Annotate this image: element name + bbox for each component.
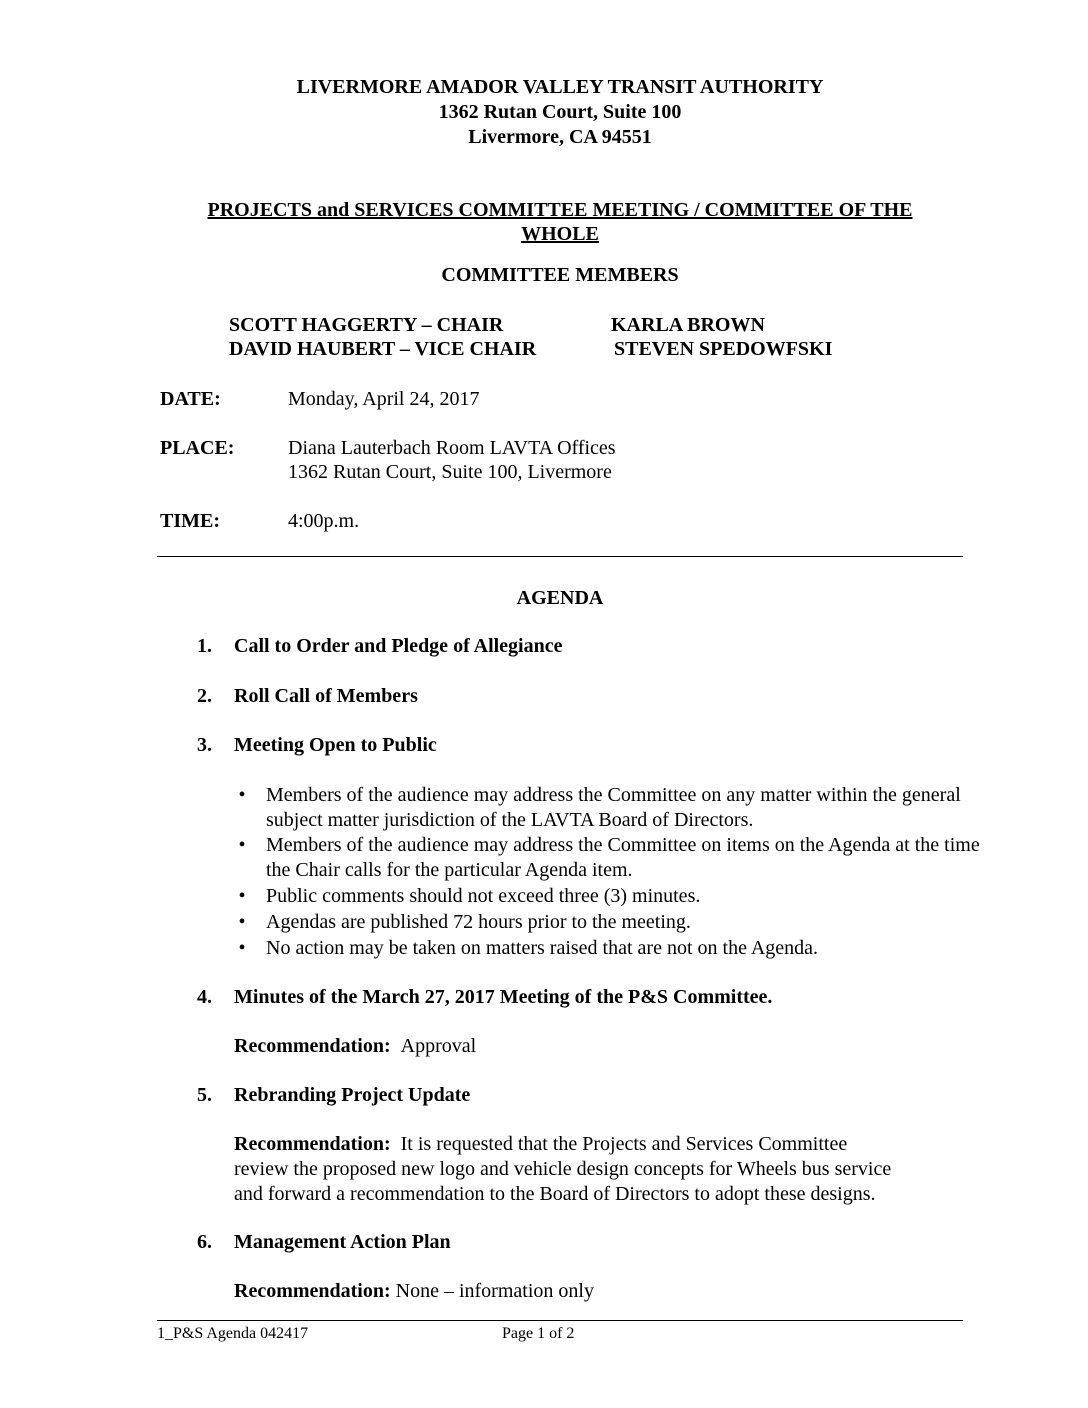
agenda-item-number: 3. [197,734,212,756]
date-label: DATE: [160,388,221,410]
org-address-line1: 1362 Rutan Court, Suite 100 [438,101,682,123]
recommendation-text-line3: and forward a recommendation to the Board of Directors to adopt these designs. [234,1183,876,1205]
section-divider [157,556,963,557]
recommendation-rebranding [234,1132,847,1157]
time-label: TIME: [160,510,220,532]
agenda-item-number: 2. [197,685,212,707]
committee-heading: COMMITTEE MEMBERS [441,264,679,286]
recommendation-text: Approval [400,1035,477,1057]
meeting-title-line1: PROJECTS and SERVICES COMMITTEE MEETING / COMMITTEE OF THE [207,199,913,221]
member-vice-chair: DAVID HAUBERT – VICE CHAIR [229,338,537,360]
agenda-item-number: 5. [197,1084,212,1106]
agenda-item-title: Call to Order and Pledge of Allegiance [234,635,563,657]
footer-doc-id: 1_P&S Agenda 042417 [157,1325,309,1342]
bullet-icon: • [238,885,246,907]
agenda-item-number: 6. [197,1231,212,1253]
agenda-item-title: Roll Call of Members [234,685,418,707]
recommendation-label: Recommendation: [234,1280,391,1302]
bullet-icon: • [238,911,246,933]
date-value: Monday, April 24, 2017 [288,388,480,410]
member-chair: SCOTT HAGGERTY – CHAIR [229,314,504,336]
agenda-item-title: Meeting Open to Public [234,734,437,756]
recommendation-text: It is requested that the Projects and Services Committee [400,1133,848,1155]
recommendation-label: Recommendation: [234,1035,391,1057]
agenda-heading: AGENDA [516,587,604,609]
time-value: 4:00p.m. [288,510,360,532]
bullet-icon: • [238,784,246,806]
footer-page-number: Page 1 of 2 [502,1325,575,1342]
meeting-title-line2: WHOLE [521,223,599,245]
place-line1: Diana Lauterbach Room LAVTA Offices [288,437,616,459]
bullet-text: Public comments should not exceed three (3) minutes. [266,885,701,907]
recommendation-text-line2: review the proposed new logo and vehicle design concepts for Wheels bus service [234,1158,892,1180]
agenda-item-title: Rebranding Project Update [234,1084,471,1106]
bullet-text: Members of the audience may address the Committee on any matter within the general subject matter jurisdiction of the LAVTA Board of Directors. [266,784,961,831]
recommendation-text: None – information only [395,1280,594,1302]
footer-divider [157,1320,963,1321]
member-karla-brown: KARLA BROWN [611,314,765,336]
agenda-item-number: 4. [197,986,212,1008]
place-label: PLACE: [160,437,235,459]
bullet-icon: • [238,834,246,856]
recommendation-label: Recommendation: [234,1133,391,1155]
agenda-item-number: 1. [197,635,212,657]
agenda-item-title: Management Action Plan [234,1231,451,1253]
org-address-line2: Livermore, CA 94551 [468,126,652,148]
bullet-text: Members of the audience may address the Committee on items on the Agenda at the time the Chair calls for the particular Agenda item. [266,834,980,881]
recommendation-approval [234,1034,476,1059]
member-steven-spedowfski: STEVEN SPEDOWFSKI [614,338,833,360]
bullet-text: Agendas are published 72 hours prior to the meeting. [266,911,691,933]
org-name: LIVERMORE AMADOR VALLEY TRANSIT AUTHORITY [296,76,824,98]
agenda-item-title: Minutes of the March 27, 2017 Meeting of the P&S Committee. [234,986,773,1008]
place-line2: 1362 Rutan Court, Suite 100, Livermore [288,461,612,483]
bullet-icon: • [238,937,246,959]
recommendation-action-plan [234,1279,594,1304]
bullet-text: No action may be taken on matters raised that are not on the Agenda. [266,937,819,959]
